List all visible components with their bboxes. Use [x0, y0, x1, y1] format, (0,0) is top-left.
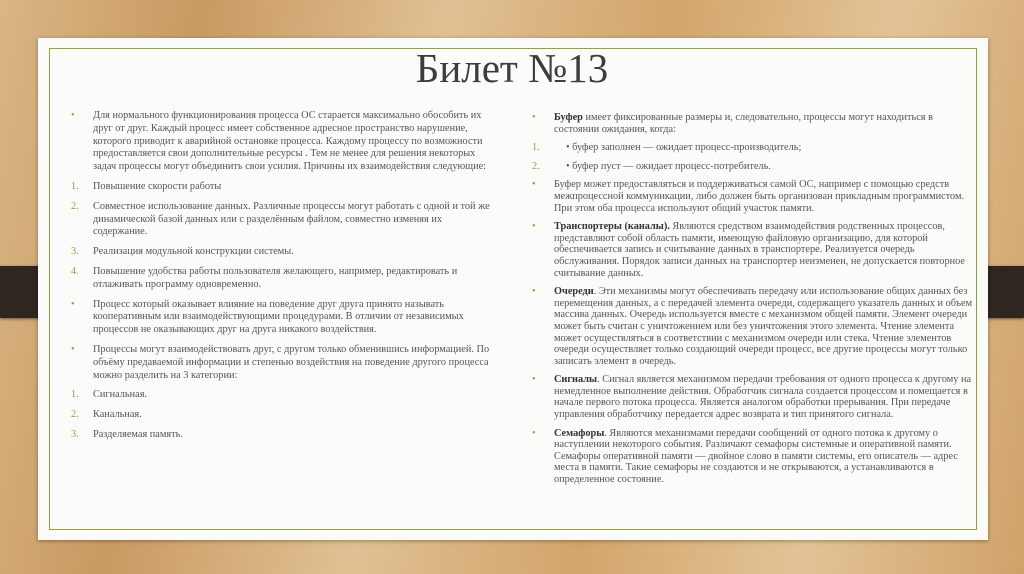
list-item	[532, 286, 974, 367]
item-text: Совместное использование данных. Различные процессы могут работать с одной и той же динамической базой данных или с разделённым файлом, совместно изменяя их содержание.	[93, 200, 490, 238]
list-item	[71, 246, 493, 259]
item-text: . Эти механизмы могут обеспечивать передачу или использование общих данных без перемещения данных, а с передачей элемента очереди, содержащего указатель данных и объем массива данных. Очередь используется вместе с механизмом общей памяти. Элемент очереди может быть считан с уничтожением или без уничтожения этого элемента. Чтение элемента может осуществляться в соответствии с механизмом очереди или стека. Чтение элементов очереди осуществляет только создающий очереди процесс, все другие процессы могут только записать элемент в очередь.	[554, 286, 973, 367]
list-number: 4.	[71, 265, 79, 277]
list-item	[71, 110, 493, 174]
list-number: 1.	[71, 180, 79, 192]
item-text: Повышение скорости работы	[93, 180, 222, 192]
bullet-icon: •	[71, 343, 75, 355]
item-text: Для нормального функционирования процесса ОС старается максимально обособить их друг от друг. Каждый процесс имеет собственное адресное пространство нарушение, которого приводит к аварийной остановке процесса. Каждому процессу по возможности предоставляется свои дополнительные ресурсы . Тем не менее для решения некоторых задач процессы могут объединить свои усилия. Причины их взаимодействия следующие:	[93, 110, 487, 173]
bullet-icon: •	[532, 112, 536, 123]
item-text: . Сигнал является механизмом передачи требования от одного процесса к другому на немедленное выполнение действия. Обработчик сигнала создается процессом и помещается в начале первого потока процесса. Является аналогом обработки прерывания. При передаче управления обработчику передается адрес возврата и тип принятого сигнала.	[554, 374, 972, 421]
list-item	[71, 389, 493, 402]
item-heading: Сигналы	[554, 374, 598, 386]
item-text: имеет фиксированные размеры и, следовательно, процессы могут находиться в состоянии ожидания, когда:	[554, 112, 933, 135]
slide-title: Билет №13	[415, 45, 609, 91]
list-item	[71, 409, 493, 422]
item-heading: Семафоры	[554, 427, 605, 439]
left-column	[71, 110, 493, 449]
list-number: 1.	[71, 389, 79, 401]
list-number: 3.	[71, 428, 79, 440]
list-item	[71, 180, 493, 194]
list-number: 1.	[532, 142, 540, 154]
list-number: 2.	[532, 160, 540, 172]
bullet-icon: •	[532, 286, 536, 298]
item-text: Реализация модульной конструкции системы.	[93, 246, 294, 258]
item-text: • буфер пуст — ожидает процесс-потребитель.	[566, 160, 771, 172]
bullet-icon: •	[532, 427, 536, 439]
list-item	[71, 298, 493, 337]
item-text: Разделяемая память.	[93, 428, 183, 440]
item-text: Процессы могут взаимодействовать друг, с другом только обменившись информацией. По объёму предаваемой информации и степенью воздействия на поведение другого процесса можно разделить на 3 категории:	[93, 343, 490, 381]
item-heading: Очереди	[554, 286, 594, 298]
list-item	[71, 265, 493, 292]
item-text: Процесс который оказывает влияние на поведение друг друга принято называть кооперативным или взаимодействующими процедурами. В отличии от независимых процессов не оказывающих друг на друга никакого воздействия.	[93, 298, 464, 336]
list-number: 2.	[71, 200, 79, 212]
list-item	[532, 427, 974, 486]
item-text: Являются средством взаимодействия родственных процессов, представляют собой область памяти, имеющую файловую организацию, для которой обеспечивается запись и считывание данных в транспортере. Реализуется очередь обслуживания. Порядок записи данных на транспортер неизменен, не допускается повторное считывание данных.	[554, 221, 965, 279]
item-heading: Буфер	[554, 112, 583, 123]
list-item	[71, 428, 493, 442]
list-item	[532, 142, 974, 154]
bullet-icon: •	[71, 298, 75, 310]
bullet-icon: •	[71, 110, 75, 121]
list-item	[532, 112, 974, 135]
list-item	[71, 343, 493, 382]
bullet-icon: •	[532, 374, 536, 386]
list-item	[71, 200, 493, 239]
list-item	[532, 160, 974, 173]
item-text: Канальная.	[93, 409, 142, 421]
item-text: . Являются механизмами передачи сообщений от одного потока к другому о наступлении некоторого события. Различают семафоры системные и оперативной памяти. Семафоры оперативной памяти — двойное слово в памяти системы, его описатель — адрес места в памяти. Такие семафоры не создаются и не открываются, а устанавливаются в определенное состояние.	[554, 427, 958, 486]
list-item	[532, 179, 974, 214]
list-item	[532, 374, 974, 421]
item-text: Повышение удобства работы пользователя желающего, например, редактировать и отлаживать программу одновременно.	[93, 265, 458, 290]
bullet-icon: •	[532, 221, 536, 233]
list-number: 2.	[71, 409, 79, 421]
item-text: Буфер может предоставляться и поддерживаться самой ОС, например с помощью средств межпроцессной коммуникации, либо должен быть организован прикладным программистом. При этом оба процесса используют общий участок памяти.	[554, 179, 965, 214]
bullet-icon: •	[532, 179, 536, 191]
item-heading: Транспортеры (каналы).	[554, 221, 670, 233]
item-text: • буфер заполнен — ожидает процесс-производитель;	[566, 142, 802, 154]
list-number: 3.	[71, 246, 79, 258]
list-item	[532, 221, 974, 279]
right-column	[532, 112, 974, 493]
item-text: Сигнальная.	[93, 389, 147, 401]
